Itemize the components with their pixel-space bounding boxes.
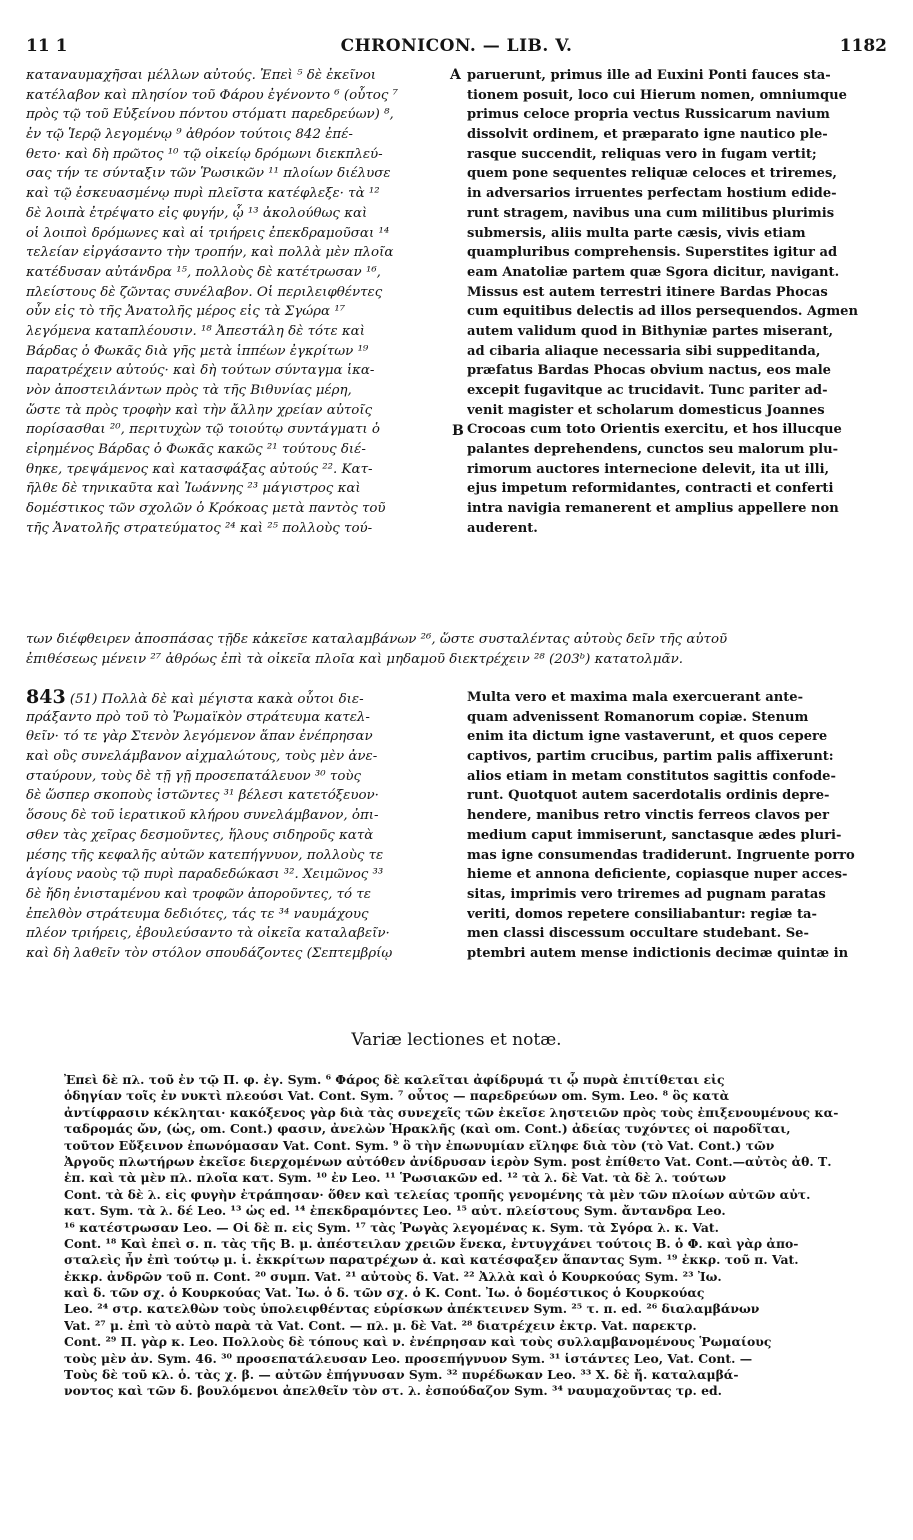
greek-text-line: λεγόμενα καταπλέουσιν. ¹⁸ Ἀπεστάλη δὲ τότε καὶ [26,323,365,339]
latin-text-line: eam Anatoliæ partem quæ Sgora dicitur, navigant. [467,264,840,280]
greek-text-line: οὖν εἰς τὸ τῆς Ἀνατολῆς μέρος εἰς τὰ Σγώρα ¹⁷ [26,304,346,320]
latin-text-line: ad cibaria aliaque necessaria sibi suppeditanda, [467,343,821,359]
latin-column-top [467,66,889,539]
latin-text-line: in adversarios irruentes perfectam hostium edide- [467,186,837,202]
latin-text-line: ptembri autem mense indictionis decimæ quintæ in [467,945,849,961]
latin-text-line: rimorum auctores internecione delevit, ita ut illi, [467,461,830,477]
latin-text-line: cum equitibus delectis ad illos persequendos. Agmen [467,304,859,320]
greek-text-line: ῆλθε δὲ τηνικαῦτα καὶ Ἰωάννης ²³ μάγιστρος καὶ [26,481,361,497]
note-line: κατ. Sym. τὰ λ. δέ Leo. ¹³ ὡς ed. ¹⁴ ἐπεκδραμόντες Leo. ¹⁵ αὐτ. πλείστους Sym. ἄντανδρα Leo. [64,1203,726,1219]
note-line: Cont. τὰ δὲ λ. εἰς φυγὴν ἐτράπησαν· ὅθεν καὶ τελείας τροπῆς γενομένης τὰ μὲν τῶν πλοίων αὐτῶν αὐτ. [64,1186,811,1202]
greek-column-top [26,66,456,539]
latin-text-line: Missus est autem terrestri itinere Bardas Phocas [467,284,828,300]
latin-text-line: captivos, partim crucibus, partim palis affixerunt: [467,749,834,765]
greek-text-line: τελείαν εἰργάσαντο τὴν τροπήν, καὶ πολλὰ μὲν πλοῖα [26,245,394,261]
latin-text-line: mas igne consumendas tradiderunt. Ingruente porro [467,847,855,863]
note-line: σταλεὶς ἦν ἐπὶ τούτῳ μ. ἱ. ἐκκρίτων παρατρέχων ἀ. καὶ κατέσφαξεν ἅπαντας Sym. ¹⁹ ἐκκρ. τοῦ π. Vat. [64,1252,799,1268]
greek-text-line: ἐν τῷ Ἱερῷ λεγομένῳ ⁹ ἀθρόον τούτοις 842 ἐπέ- [26,127,353,143]
note-line: ἐπ. καὶ τὰ μὲν πλ. πλοῖα κατ. Sym. ¹⁰ ἐν Leo. ¹¹ Ῥωσιακῶν ed. ¹² τὰ λ. δὲ Vat. τὰ δὲ λ. τούτων [64,1170,727,1186]
latin-text-line: venit magister et scholarum domesticus Joannes [467,402,825,418]
note-line: καὶ δ. τῶν σχ. ὁ Κουρκούας Vat. Ἰω. ὁ δ. τῶν σχ. ὁ Κ. Cont. Ἰω. ὁ δομέστικος ὁ Κουρκούας [64,1285,705,1301]
note-line: Ἐπεὶ δὲ πλ. τοῦ ἐν τῷ Π. φ. ἐγ. Sym. ⁶ Φάρος δὲ καλεῖται ἀφίδρυμά τι ᾧ πυρὰ ἐπιτίθεται εἰς [64,1072,725,1087]
note-line: τοῦτον Εὔξεινον ἐπωνόμασαν Vat. Cont. Sym. ⁹ ὃ τὴν ἐπωνυμίαν εἴληφε διὰ τὸν (τὸ Vat. Cont.) τῶν [64,1137,775,1153]
latin-text-line: enim ita dictum igne vastaverunt, et quos cepere [467,729,828,745]
greek-text-line: πρὸς τῷ τοῦ Εὐξείνου πόντου στόματι παρεδρεύων) ⁸, [26,107,394,123]
note-line: ταδρομάς ὤν, (ὡς, om. Cont.) φασιν, ἀνελὼν Ἡρακλῆς (καὶ om. Cont.) ἀδείας τυχόντες οἱ παροδῖται, [64,1121,791,1137]
latin-text-line: sitas, imprimis vero triremes ad pugnam paratas [467,886,826,902]
greek-text-line: κατέδυσαν αὐτάνδρα ¹⁵, πολλοὺς δὲ κατέτρωσαν ¹⁶, [26,264,381,280]
greek-text-line: τῆς Ἀνατολῆς στρατεύματος ²⁴ καὶ ²⁵ πολλοὺς τού- [26,520,373,536]
latin-text-line: runt stragem, navibus una cum militibus plurimis [467,205,835,221]
note-line: Cont. ²⁹ Π. γὰρ κ. Leo. Πολλοὺς δὲ τόπους καὶ ν. ἐνέπρησαν καὶ τοὺς συλλαμβανομένους Ῥωμαίους [64,1334,772,1350]
page-header [26,36,887,60]
greek-text-line: πλέον τριήρεις, ἐβουλεύσαντο τὰ οἰκεῖα καταλαβεῖν· [26,926,390,942]
latin-text-line: medium caput immiserunt, sanctasque ædes pluri- [467,827,842,843]
latin-text-line: auderent. [467,520,538,536]
greek-text-line: πλείστους δὲ ζῶντας συνέλαβον. Οἱ περιλειφθέντες [26,284,383,300]
greek-text-line: καὶ δὴ λαθεῖν τὸν στόλον σπουδάζοντες (Σεπτεμβρίῳ [26,945,393,961]
latin-column-section-843 [467,688,889,964]
greek-text-line: καὶ τῷ ἐσκευασμένῳ πυρὶ πλεῖστα κατέφλεξε· τὰ ¹² [26,186,380,202]
note-line: Cont. ¹⁸ Καὶ ἐπεὶ σ. π. τὰς τῆς Β. μ. ἀπέστειλαν χρειῶν ἕνεκα, ἐντυγχάνει τούτοις Β. ὁ Φ. καὶ γὰρ ἀπο- [64,1235,799,1251]
note-line: ¹⁶ κατέστρωσαν Leo. — Οἱ δὲ π. εἰς Sym. ¹⁷ τὰς Ῥωγὰς λεγομένας κ. Sym. τὰ Σγόρα λ. κ. Vat. [64,1219,719,1235]
latin-text-line: hieme et annona deficiente, copiasque nuper acces- [467,867,848,883]
greek-text-line: παρατρέχειν αὐτούς· καὶ δὴ τούτων σύνταγμα ἱκα- [26,363,375,379]
note-line: ἐκκρ. ἀνδρῶν τοῦ π. Cont. ²⁰ συμπ. Vat. ²¹ αὐτοὺς δ. Vat. ²² Ἀλλὰ καὶ ὁ Κουρκούας Sym. ²³ Ἰω. [64,1268,722,1284]
greek-text-line: των διέφθειρεν ἀποσπάσας τῇδε κἀκεῖσε καταλαμβάνων ²⁶, ὥστε συσταλέντας αὐτοὺς δεῖν τῆς αὐτοῦ [26,632,728,647]
note-line: νοντος καὶ τῶν δ. βουλόμενοι ἀπελθεῖν τὸν στ. λ. ἐσπούδαζον Sym. ³⁴ ναυμαχοῦντας τρ. ed. [64,1383,722,1399]
greek-text-line: σας τήν τε σύνταξιν τῶν Ῥωσικῶν ¹¹ πλοίων διέλυσε [26,166,391,182]
greek-text-line: μέσης τῆς κεφαλῆς αὐτῶν κατεπήγνυον, πολλοὺς τε [26,847,384,863]
latin-text-line: Crocoas cum toto Orientis exercitu, et hos illucque [467,422,842,438]
latin-text-line: tionem posuit, loco cui Hierum nomen, omniumque [467,87,847,103]
greek-text-line: πράξαντο πρὸ τοῦ τὸ Ῥωμαϊκὸν στράτευμα κατελ- [26,709,370,725]
greek-text-span: (51) Πολλὰ δὲ καὶ μέγιστα κακὰ οὗτοι διε- [65,692,364,707]
latin-text-line: men classi discessum occultare studebant. Se- [467,926,809,942]
note-line: Vat. ²⁷ μ. ἐπὶ τὸ αὐτὸ παρὰ τὰ Vat. Cont. — πλ. μ. δὲ Vat. ²⁸ διατρέχειν ἐκτρ. Vat. παρεκτρ. [64,1317,697,1333]
latin-text-line: dissolvit ordinem, et præparato igne nautico ple- [467,127,828,143]
latin-text-line: ejus impetum reformidantes, contracti et conferti [467,481,834,497]
note-line: τοὺς μὲν ἀν. Sym. 46. ³⁰ προσεπατάλευσαν Leo. προσεπήγνυον Sym. ³¹ ἱστάντες Leo, Vat. Cont. — [64,1350,753,1366]
note-line: ὁδηγίαν τοῖς ἐν νυκτὶ πλεούσι Vat. Cont. Sym. ⁷ οὗτος — παρεδρεύων om. Sym. Leo. ⁸ ὃς κατὰ [64,1088,730,1104]
greek-text-line: θεῖν· τό τε γὰρ Στενὸν λεγόμενον ἅπαν ἐνέπρησαν [26,729,373,745]
greek-text-line: ὥστε τὰ πρὸς τροφὴν καὶ τὴν ἄλλην χρείαν αὐτοῖς [26,402,373,418]
latin-text-line: veriti, domos repetere consiliabantur: regiæ ta- [467,906,817,922]
greek-text-line: ἐπιθέσεως μένειν ²⁷ ἀθρόως ἐπὶ τὰ οἰκεῖα πλοῖα καὶ μηδαμοῦ διεκτρέχειν ²⁸ (203ᵇ) κατατολμᾶν. [26,651,683,667]
latin-text-line: primus celoce propria vectus Russicarum navium [467,107,830,123]
greek-text-line [26,688,456,708]
greek-column-section-843 [26,688,456,964]
greek-full-width-lines [26,630,892,669]
note-line: Ἀργοῦς πλωτήρων ἐκεῖσε διερχομένων αὐτόθεν ἀνίδρυσαν ἱερὸν Sym. post ἐπίθετο Vat. Cont.—αὐτὸς ἀθ. Τ. [64,1153,832,1169]
latin-text-line: præfatus Bardas Phocas obvium nactus, eos male [467,363,832,379]
greek-text-line: ὅσους δὲ τοῦ ἱερατικοῦ κλήρου συνελάμβανον, ὀπι- [26,808,379,824]
running-title: CHRONICON. — LIB. V. [340,36,573,56]
greek-text-line: κατέλαβον καὶ πλησίον τοῦ Φάρου ἐγένοντο ⁶ (οὗτος ⁷ [26,87,398,103]
right-page-number: 1182 [839,36,887,56]
greek-text-line: νὸν ἀποστειλάντων πρὸς τὰ τῆς Βιθυνίας μέρη, [26,383,352,398]
latin-text-line: autem validum quod in Bithyniæ partes miserant, [467,323,834,339]
greek-text-line: οἱ λοιποὶ δρόμωνες καὶ αἱ τριήρεις ἐπεκδραμοῦσαι ¹⁴ [26,225,390,241]
greek-text-line: εἰρημένος Βάρδας ὁ Φωκᾶς κακῶς ²¹ τούτους διέ- [26,442,366,458]
latin-text-line: hendere, manibus retro vinctis ferreos clavos per [467,808,829,824]
latin-text-line: quam advenissent Romanorum copiæ. Stenum [467,709,809,725]
variant-readings-notes [64,1072,884,1400]
note-line: Leo. ²⁴ στρ. κατελθὼν τοὺς ὑπολειφθέντας εὑρίσκων ἀπέκτεινεν Sym. ²⁵ τ. π. ed. ²⁶ διαλαμβάνων [64,1301,760,1317]
greek-text-line: δὲ ὥσπερ σκοποὺς ἱστῶντες ³¹ βέλεσι κατετόξευον· [26,788,379,804]
greek-text-line: ἁγίους ναοὺς τῷ πυρὶ παραδεδώκασι ³². Χειμῶνος ³³ [26,867,384,883]
greek-text-line: δομέστικος τῶν σχολῶν ὁ Κρόκοας μετὰ παντὸς τοῦ [26,501,386,517]
column-marker-a: A [450,67,461,83]
greek-text-line: πορίσασθαι ²⁰, περιτυχὼν τῷ τοιούτῳ συντάγματι ὁ [26,422,380,438]
latin-text-line: runt. Quotquot autem sacerdotalis ordinis depre- [467,788,830,804]
greek-text-line: καὶ οὓς συνελάμβανον αἰχμαλώτους, τοὺς μὲν ἀνε- [26,749,378,765]
latin-text-line: intra navigia remanerent et amplius appellere non [467,501,839,517]
latin-text-line: paruerunt, primus ille ad Euxini Ponti fauces sta- [467,68,831,83]
latin-text-line: rasque succendit, reliquas vero in fugam vertit; [467,146,817,162]
greek-text-line: Βάρδας ὁ Φωκᾶς διὰ γῆς μετὰ ἱππέων ἐγκρίτων ¹⁹ [26,343,369,359]
column-marker-b: B [452,423,464,439]
latin-text-line: palantes deprehendens, cunctos seu malorum plu- [467,442,839,458]
note-line: ἀντίφρασιν κέκληται· κακόξενος γὰρ διὰ τὰς συνεχεῖς τῶν ἐκεῖσε ληστειῶν πρὸς τοὺς ἐπιξενουμένους κα- [64,1104,839,1120]
left-page-number: 11 1 [26,36,68,56]
latin-text-line: quampluribus comprehensis. Superstites igitur ad [467,245,838,261]
note-line: Τοὺς δὲ τοῦ κλ. ὁ. τὰς χ. β. — αὐτῶν ἐπήγνυσαν Sym. ³² πυρέδωκαν Leo. ³³ Χ. δὲ ἤ. καταλαμβά- [64,1367,739,1383]
latin-text-line: Multa vero et maxima mala exercuerant ante- [467,690,804,705]
variae-lectiones-heading: Variæ lectiones et notæ. [351,1030,562,1050]
latin-text-line: excepit fugavitque ac trucidavit. Tunc pariter ad- [467,383,828,398]
greek-text-line: σταύρουν, τοὺς δὲ τῇ γῇ προσεπατάλευον ³⁰ τοὺς [26,768,362,784]
greek-text-line: δὲ λοιπὰ ἐτρέψατο εἰς φυγήν, ᾧ ¹³ ἀκολούθως καὶ [26,205,368,221]
greek-text-line: δὲ ἤδη ἐνισταμένου καὶ τροφῶν ἀποροῦντες, τό τε [26,886,371,902]
latin-text-line: quem pone sequentes reliquæ celoces et triremes, [467,166,837,182]
greek-text-line: καταναυμαχῆσαι μέλλων αὐτούς. Ἐπεὶ ⁵ δὲ ἐκεῖνοι [26,68,377,83]
greek-text-line: θηκε, τρεψάμενος καὶ κατασφάξας αὐτούς ²². Κατ- [26,461,373,477]
section-number: 843 [26,688,66,708]
greek-text-line: σθεν τὰς χεῖρας δεσμοῦντες, ἥλους σιδηροῦς κατὰ [26,827,374,843]
greek-text-line: θετο· καὶ δὴ πρῶτος ¹⁰ τῷ οἰκείῳ δρόμωνι διεκπλεύ- [26,146,383,162]
greek-text-line: ἐπελθὸν στράτευμα δεδιότες, τάς τε ³⁴ ναυμάχους [26,906,369,922]
latin-text-line: submersis, aliis multa parte cæsis, vivis etiam [467,225,806,241]
latin-text-line: alios etiam in metam constitutos sagittis confode- [467,768,836,784]
